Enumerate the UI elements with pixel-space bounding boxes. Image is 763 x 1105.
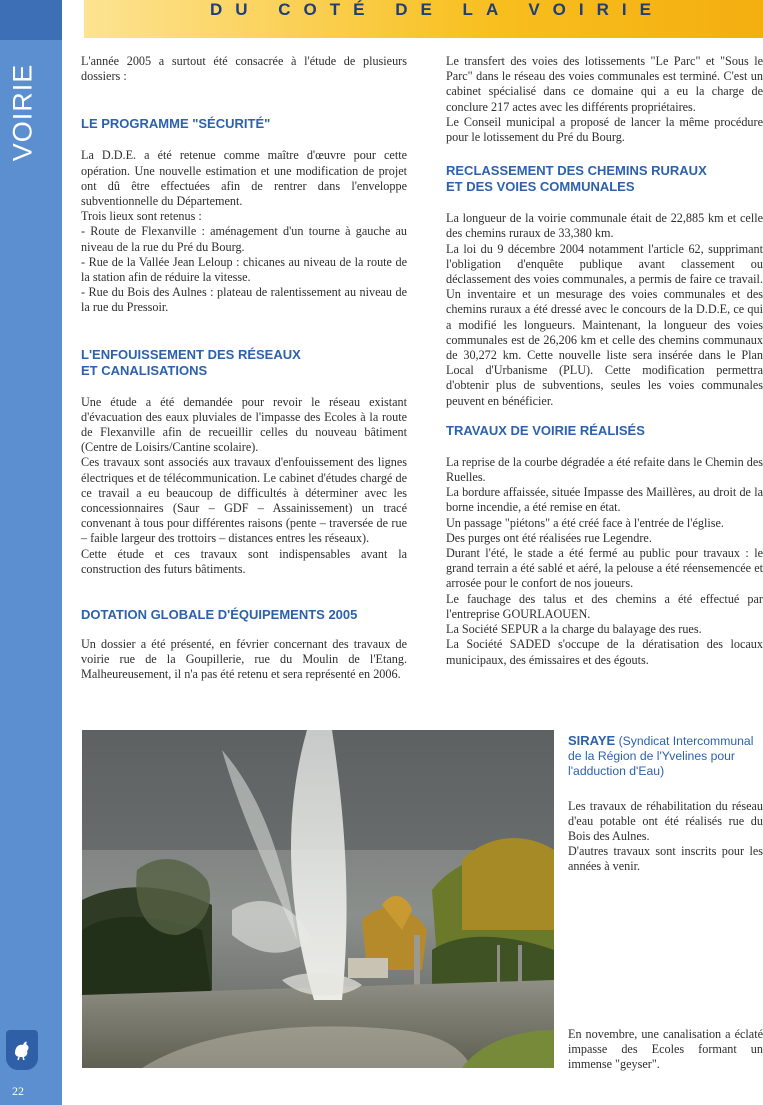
paragraph: Ces travaux sont associés aux travaux d'enfouissement des lignes électriques et de télécommunication. Le cabinet d'études chargé de ce travail a eu beaucoup de difficultés à déterminer avec les concessionnaires (Saur – GDF – Assainissement) un tracé convenant à tous pour différentes raisons (pente – traversée de rue – faible largeur des trottoirs – distances entres les réseaux). — [81, 455, 407, 546]
section-tag — [6, 52, 40, 172]
paragraph: Un dossier a été présenté, en février concernant des travaux de voirie rue de la Goupillerie, rue du Moulin de l'Etang. Malheureusement, il n'a pas été retenu et sera représenté en 2006. — [81, 637, 407, 682]
paragraph: D'autres travaux sont inscrits pour les années à venir. — [568, 844, 763, 874]
paragraph: Des purges ont été réalisées rue Legendre. — [446, 530, 652, 545]
paragraph: Durant l'été, le stade a été fermé au public pour travaux : le grand terrain a été sablé et aéré, la pelouse a été réensemencée et arrosée pour le confort de nos joueurs. — [446, 546, 763, 591]
paragraph: Le transfert des voies des lotissements "Le Parc" et "Sous le Parc" dans le réseau des voies communales est terminé. C'est un cabinet spécialisé dans ce domaine qui a eu la charge de conclure 217 actes avec les différents propriétaires. — [446, 54, 763, 114]
right-column — [446, 54, 763, 668]
paragraph: La longueur de la voirie communale était de 22,885 km et celle des chemins ruraux de 33,380 km. — [446, 211, 763, 241]
paragraph: Le Conseil municipal a proposé de lancer la même procédure pour le lotissement du Pré du Bourg. — [446, 114, 763, 145]
rooster-emblem-icon — [6, 1030, 38, 1070]
header-banner — [84, 0, 763, 38]
paragraph: Cette étude et ces travaux sont indispensables avant la construction des futurs bâtiments. — [81, 546, 407, 576]
sidebar — [0, 0, 62, 1105]
paragraph: Les travaux de réhabilitation du réseau d'eau potable ont été réalisés rue du Bois des Aulnes. — [568, 798, 763, 844]
section-heading: L'ENFOUISSEMENT DES RÉSEAUX ET CANALISATIONS — [81, 346, 301, 378]
siraye-subtitle: (Syndicat Intercommunal de la Région de l'Yvelines pour l'adduction d'Eau) — [568, 734, 754, 779]
page-number: 22 — [12, 1084, 24, 1098]
geyser-photo — [82, 730, 554, 1068]
section-label: VOIRIE — [7, 63, 38, 161]
paragraph: - Rue de la Vallée Jean Leloup : chicanes au niveau de la route de la station afin de réduire la vitesse. — [81, 254, 407, 285]
paragraph: La loi du 9 décembre 2004 notamment l'article 62, supprimant l'obligation d'enquête publique avant classement ou déclassement des voies communales, a permis de faire ce travail. Un inventaire et un mesurage des voies communales et des chemins ruraux a été dressé avec le concours de la D.D.E, ce qui a modifié les longueurs. Maintenant, la longueur des voies communales est de 26,206 km et celle des chemins communaux de 30,272 km. Cette nouvelle liste sera insérée dans le Plan Local d'Urbanisme (PLU). Cette modification permettra d'obtenir plus de subventions, seules les voies communales peuvent en bénéficier. — [446, 241, 763, 408]
section-heading: TRAVAUX DE VOIRIE RÉALISÉS — [446, 422, 645, 438]
paragraph: - Rue du Bois des Aulnes : plateau de ralentissement au niveau de la rue du Pressoir. — [81, 285, 407, 315]
section-heading: RECLASSEMENT DES CHEMINS RURAUX ET DES VOIES COMMUNALES — [446, 163, 707, 195]
sidebar-top-band — [0, 0, 62, 40]
paragraph: Un passage "piétons" a été créé face à l'entrée de l'église. — [446, 515, 724, 530]
photo-illustration — [82, 730, 554, 1068]
siraye-title — [568, 733, 763, 780]
paragraph: Une étude a été demandée pour revoir le réseau existant d'évacuation des eaux pluviales de l'impasse des Ecoles à la route de Flexanville afin de recueillir celles du nouveau bâtiment (Centre de Loisirs/Cantine scolaire). — [81, 394, 407, 455]
paragraph: La D.D.E. a été retenue comme maître d'œuvre pour cette opération. Une nouvelle estimation et une modification de projet ont dû être effectuées afin de rentrer dans l'enveloppe subventionnelle du Département. — [81, 148, 407, 209]
left-column — [81, 54, 407, 683]
paragraph: La Société SADED s'occupe de la dératisation des locaux municipaux, des émissaires et des égouts. — [446, 637, 763, 667]
paragraph: La bordure affaissée, située Impasse des Maillères, au droit de la borne incendie, a été remise en état. — [446, 485, 763, 515]
siraye-box — [568, 733, 763, 875]
section-heading: LE PROGRAMME "SÉCURITÉ" — [81, 116, 271, 132]
paragraph: Trois lieux sont retenus : — [81, 209, 202, 224]
paragraph: La reprise de la courbe dégradée a été refaite dans le Chemin des Ruelles. — [446, 454, 763, 485]
caption-text: En novembre, une canalisation a éclaté impasse des Ecoles formant un immense "geyser". — [568, 1027, 763, 1072]
paragraph: Le fauchage des talus et des chemins a été effectué par l'entreprise GOURLAOUEN. — [446, 591, 763, 621]
section-heading: DOTATION GLOBALE D'ÉQUIPEMENTS 2005 — [81, 607, 358, 623]
paragraph: - Route de Flexanville : aménagement d'un tourne à gauche au niveau de la rue du Pré du Bourg. — [81, 224, 407, 254]
siraye-name: SIRAYE — [568, 733, 616, 748]
photo-caption — [568, 1027, 763, 1073]
page-title: DU COTÉ DE LA VOIRIE — [210, 0, 664, 19]
intro-text: L'année 2005 a surtout été consacrée à l'étude de plusieurs dossiers : — [81, 54, 407, 84]
paragraph: La Société SEPUR a la charge du balayage des rues. — [446, 622, 702, 637]
